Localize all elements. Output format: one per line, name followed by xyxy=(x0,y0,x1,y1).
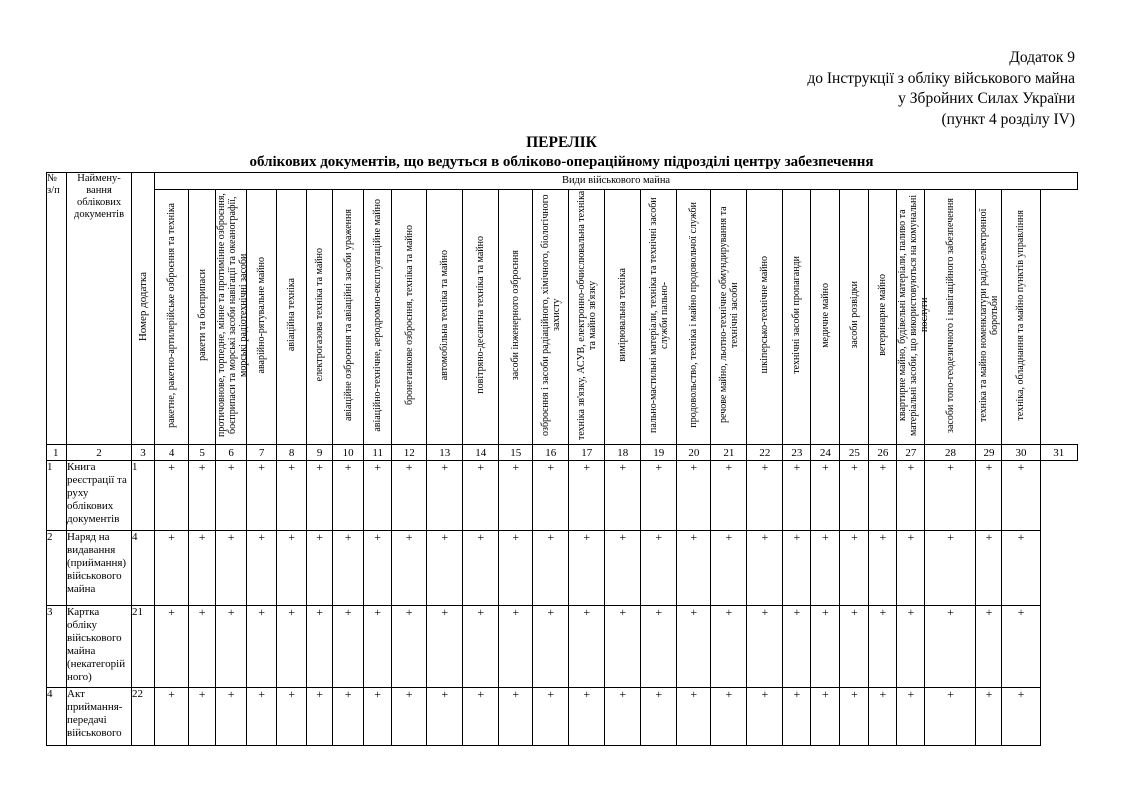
applicability-mark: + xyxy=(783,606,811,688)
applicability-mark: + xyxy=(364,606,392,688)
applicability-mark: + xyxy=(155,606,189,688)
applicability-mark: + xyxy=(499,606,533,688)
column-number: 2 xyxy=(67,445,132,461)
applicability-mark: + xyxy=(569,606,605,688)
applicability-mark: + xyxy=(840,461,869,531)
property-type-label: шкіперсько-технічне майно xyxy=(759,256,771,374)
property-type-header xyxy=(840,190,869,445)
property-type-label: ракети та боєприпаси xyxy=(196,269,208,361)
applicability-mark: + xyxy=(605,688,641,746)
applicability-mark: + xyxy=(641,606,677,688)
property-type-label: аварійно-рятувальне майно xyxy=(256,256,268,374)
property-type-header xyxy=(189,190,216,445)
property-type-header xyxy=(976,190,1002,445)
document-name: Наряд на видавання (приймання) військового майна xyxy=(67,531,132,606)
property-type-header xyxy=(247,190,277,445)
property-type-label: автомобільна техніка та майно xyxy=(439,249,451,381)
applicability-mark: + xyxy=(499,461,533,531)
applicability-mark: + xyxy=(747,606,783,688)
applicability-mark: + xyxy=(247,606,277,688)
applicability-mark: + xyxy=(216,688,247,746)
row-number: 2 xyxy=(47,531,67,606)
column-number: 10 xyxy=(333,445,364,461)
applicability-mark: + xyxy=(711,688,747,746)
column-number: 14 xyxy=(463,445,499,461)
applicability-mark: + xyxy=(333,688,364,746)
applicability-mark: + xyxy=(677,531,711,606)
applicability-mark: + xyxy=(533,531,569,606)
applicability-mark: + xyxy=(499,688,533,746)
property-type-header xyxy=(783,190,811,445)
applicability-mark: + xyxy=(976,606,1002,688)
applicability-mark: + xyxy=(216,606,247,688)
documents-table xyxy=(46,172,1078,746)
property-type-label: техніка та майно номенклатури радіо-електронної боротьби xyxy=(977,208,1000,422)
document-name: Картка обліку військового майна (некатегорій ного) xyxy=(67,606,132,688)
property-type-header xyxy=(277,190,307,445)
column-number: 3 xyxy=(132,445,155,461)
applicability-mark: + xyxy=(711,606,747,688)
property-type-label: авіаційне озброєння та авіаційні засоби ураження xyxy=(342,209,354,421)
applicability-mark: + xyxy=(307,531,333,606)
column-number: 22 xyxy=(747,445,783,461)
column-number: 27 xyxy=(897,445,925,461)
annex-instruction: до Інструкції з обліку військового майна xyxy=(807,69,1075,87)
applicability-mark: + xyxy=(976,688,1002,746)
column-number: 4 xyxy=(155,445,189,461)
applicability-mark: + xyxy=(605,606,641,688)
property-type-header xyxy=(677,190,711,445)
applicability-mark: + xyxy=(533,688,569,746)
property-type-header xyxy=(925,190,976,445)
applicability-mark: + xyxy=(463,606,499,688)
property-type-label: засоби інженерного озброєння xyxy=(510,249,522,381)
column-number: 6 xyxy=(216,445,247,461)
table-row xyxy=(47,461,1078,531)
property-type-label: медичне майно xyxy=(819,282,831,348)
property-type-header xyxy=(499,190,533,445)
property-type-label: технічні засоби пропаганди xyxy=(791,256,803,374)
column-number: 15 xyxy=(499,445,533,461)
applicability-mark: + xyxy=(897,606,925,688)
header-property-types: Види військового майна xyxy=(155,173,1078,190)
column-number: 17 xyxy=(569,445,605,461)
property-type-header xyxy=(216,190,250,445)
document-name: Книга реєстрації та руху облікових документів xyxy=(67,461,132,531)
annex-number-cell: 21 xyxy=(132,606,155,688)
header-document-name: Наймену-вання облікових документів xyxy=(67,173,132,445)
annex-number-cell: 4 xyxy=(132,531,155,606)
applicability-mark: + xyxy=(840,606,869,688)
applicability-mark: + xyxy=(925,688,976,746)
property-type-header xyxy=(307,190,333,445)
applicability-mark: + xyxy=(1002,461,1040,531)
annex-number-cell: 1 xyxy=(132,461,155,531)
column-number: 11 xyxy=(364,445,392,461)
applicability-mark: + xyxy=(364,688,392,746)
applicability-mark: + xyxy=(189,531,216,606)
column-number: 9 xyxy=(307,445,333,461)
applicability-mark: + xyxy=(897,688,925,746)
column-number: 31 xyxy=(1040,445,1078,461)
property-type-label: ветеринарне майно xyxy=(877,274,889,356)
applicability-mark: + xyxy=(277,606,307,688)
applicability-mark: + xyxy=(869,531,897,606)
applicability-mark: + xyxy=(277,531,307,606)
applicability-mark: + xyxy=(189,606,216,688)
applicability-mark: + xyxy=(976,461,1002,531)
applicability-mark: + xyxy=(811,606,840,688)
property-types-row xyxy=(47,190,1078,445)
property-type-header xyxy=(869,190,897,445)
property-type-label: протичовнове, торпедне, мінне та протимінне озброєння, боєприпаси та морські засоби навігації та океанографії, морські радіотехнічні засоби xyxy=(216,193,250,437)
property-type-header xyxy=(427,190,463,445)
document-title: ПЕРЕЛІК xyxy=(526,134,597,151)
property-type-header xyxy=(605,190,641,445)
applicability-mark: + xyxy=(605,531,641,606)
applicability-mark: + xyxy=(392,531,427,606)
header-row-number: № з/п xyxy=(47,173,67,445)
column-number: 5 xyxy=(189,445,216,461)
applicability-mark: + xyxy=(677,606,711,688)
row-number: 3 xyxy=(47,606,67,688)
column-number: 7 xyxy=(247,445,277,461)
applicability-mark: + xyxy=(569,531,605,606)
property-type-header xyxy=(811,190,840,445)
column-number: 28 xyxy=(925,445,976,461)
applicability-mark: + xyxy=(364,531,392,606)
property-type-label: ракетне, ракетно-артилерійське озброєння та техніка xyxy=(166,202,178,428)
applicability-mark: + xyxy=(783,531,811,606)
applicability-mark: + xyxy=(463,461,499,531)
property-type-label: пально-мастильні матеріали, техніка та технічні засоби служби пально- xyxy=(647,197,670,433)
applicability-mark: + xyxy=(747,688,783,746)
annex-number: Додаток 9 xyxy=(1009,49,1075,66)
applicability-mark: + xyxy=(869,688,897,746)
table-body xyxy=(47,445,1078,746)
applicability-mark: + xyxy=(869,606,897,688)
column-number: 29 xyxy=(976,445,1002,461)
property-type-header xyxy=(364,190,392,445)
property-type-label: засоби розвідки xyxy=(848,281,860,349)
applicability-mark: + xyxy=(189,461,216,531)
property-type-header xyxy=(711,190,747,445)
property-type-label: бронетанкове озброєння, техніка та майно xyxy=(403,224,415,406)
applicability-mark: + xyxy=(307,461,333,531)
annex-clause: (пункт 4 розділу IV) xyxy=(941,110,1075,128)
applicability-mark: + xyxy=(427,606,463,688)
applicability-mark: + xyxy=(569,688,605,746)
applicability-mark: + xyxy=(307,606,333,688)
applicability-mark: + xyxy=(392,688,427,746)
property-type-label: продовольство, техніка і майно продовольчої служби xyxy=(688,202,700,428)
applicability-mark: + xyxy=(333,606,364,688)
column-numbers-row xyxy=(47,445,1078,461)
property-type-label: авіаційна техніка xyxy=(286,278,298,352)
applicability-mark: + xyxy=(897,531,925,606)
annex-armed-forces: у Збройних Силах України xyxy=(898,90,1075,107)
property-type-label: засоби топо-геодезичного і навігаційного забезпечення xyxy=(944,197,956,433)
applicability-mark: + xyxy=(976,531,1002,606)
property-type-header xyxy=(155,190,189,445)
column-number: 18 xyxy=(605,445,641,461)
property-type-label: техніка зв'язку, АСУВ, електронно-обчислювальна техніка та майно зв'язку xyxy=(575,190,598,440)
property-type-header xyxy=(333,190,364,445)
applicability-mark: + xyxy=(1002,688,1040,746)
property-type-header xyxy=(392,190,427,445)
applicability-mark: + xyxy=(925,606,976,688)
applicability-mark: + xyxy=(533,606,569,688)
applicability-mark: + xyxy=(783,461,811,531)
applicability-mark: + xyxy=(189,688,216,746)
table-row xyxy=(47,531,1078,606)
property-type-header xyxy=(897,190,931,445)
applicability-mark: + xyxy=(277,461,307,531)
applicability-mark: + xyxy=(427,461,463,531)
header-annex-number-label: Номер додатка xyxy=(136,271,149,342)
applicability-mark: + xyxy=(364,461,392,531)
column-number: 26 xyxy=(869,445,897,461)
property-type-label: техніка, обладнання та майно пунктів управління xyxy=(1015,209,1027,421)
applicability-mark: + xyxy=(463,531,499,606)
document-name: Акт приймання-передачі військового xyxy=(67,688,132,746)
applicability-mark: + xyxy=(641,531,677,606)
column-number: 13 xyxy=(427,445,463,461)
applicability-mark: + xyxy=(392,606,427,688)
applicability-mark: + xyxy=(427,688,463,746)
applicability-mark: + xyxy=(869,461,897,531)
applicability-mark: + xyxy=(711,461,747,531)
applicability-mark: + xyxy=(333,531,364,606)
applicability-mark: + xyxy=(840,688,869,746)
applicability-mark: + xyxy=(333,461,364,531)
applicability-mark: + xyxy=(569,461,605,531)
applicability-mark: + xyxy=(155,688,189,746)
table-row xyxy=(47,688,1078,746)
applicability-mark: + xyxy=(216,461,247,531)
document-subtitle: облікових документів, що ведуться в обліково-операційному підрозділі центру забезпечення xyxy=(249,154,874,170)
column-number: 25 xyxy=(840,445,869,461)
applicability-mark: + xyxy=(499,531,533,606)
applicability-mark: + xyxy=(1002,531,1040,606)
applicability-mark: + xyxy=(307,688,333,746)
applicability-mark: + xyxy=(811,531,840,606)
applicability-mark: + xyxy=(641,461,677,531)
applicability-mark: + xyxy=(925,531,976,606)
property-type-label: озброєння і засоби радіаційного, хімічного, біологічного захисту xyxy=(539,194,562,436)
applicability-mark: + xyxy=(925,461,976,531)
applicability-mark: + xyxy=(783,688,811,746)
applicability-mark: + xyxy=(463,688,499,746)
applicability-mark: + xyxy=(747,461,783,531)
applicability-mark: + xyxy=(811,688,840,746)
applicability-mark: + xyxy=(427,531,463,606)
property-type-header xyxy=(463,190,499,445)
applicability-mark: + xyxy=(216,531,247,606)
applicability-mark: + xyxy=(641,688,677,746)
column-number: 24 xyxy=(811,445,840,461)
column-number: 1 xyxy=(47,445,67,461)
applicability-mark: + xyxy=(897,461,925,531)
property-type-label: повітряно-десантна техніка та майно xyxy=(475,236,487,394)
row-number: 1 xyxy=(47,461,67,531)
applicability-mark: + xyxy=(677,688,711,746)
applicability-mark: + xyxy=(247,531,277,606)
property-type-label: квартирне майно, будівельні матеріали, паливо та матеріальні засоби, що використовуються на комунальні послуги xyxy=(897,194,931,436)
applicability-mark: + xyxy=(155,461,189,531)
applicability-mark: + xyxy=(277,688,307,746)
property-type-label: авіаційно-технічне, аеродромно-експлуатаційне майно xyxy=(372,198,384,432)
property-type-header xyxy=(533,190,569,445)
applicability-mark: + xyxy=(811,461,840,531)
property-type-header xyxy=(641,190,677,445)
applicability-mark: + xyxy=(1002,606,1040,688)
property-type-header xyxy=(747,190,783,445)
column-number: 23 xyxy=(783,445,811,461)
column-number: 21 xyxy=(711,445,747,461)
applicability-mark: + xyxy=(247,461,277,531)
applicability-mark: + xyxy=(677,461,711,531)
annex-number-cell: 22 xyxy=(132,688,155,746)
applicability-mark: + xyxy=(533,461,569,531)
column-number: 16 xyxy=(533,445,569,461)
property-type-label: речове майно, льотно-технічне обмундирування та технічні засоби xyxy=(717,206,740,424)
header-annex-number xyxy=(132,173,155,445)
applicability-mark: + xyxy=(605,461,641,531)
column-number: 30 xyxy=(1002,445,1040,461)
column-number: 8 xyxy=(277,445,307,461)
applicability-mark: + xyxy=(711,531,747,606)
column-number: 12 xyxy=(392,445,427,461)
applicability-mark: + xyxy=(247,688,277,746)
property-type-header xyxy=(569,190,605,445)
table-row xyxy=(47,606,1078,688)
property-type-label: електрогазова техніка та майно xyxy=(314,248,326,382)
applicability-mark: + xyxy=(840,531,869,606)
column-number: 19 xyxy=(641,445,677,461)
applicability-mark: + xyxy=(392,461,427,531)
property-type-label: вимірювальна техніка xyxy=(617,268,629,362)
row-number: 4 xyxy=(47,688,67,746)
property-type-header xyxy=(1002,190,1040,445)
column-number: 20 xyxy=(677,445,711,461)
applicability-mark: + xyxy=(747,531,783,606)
applicability-mark: + xyxy=(155,531,189,606)
annex-reference xyxy=(807,48,1075,130)
